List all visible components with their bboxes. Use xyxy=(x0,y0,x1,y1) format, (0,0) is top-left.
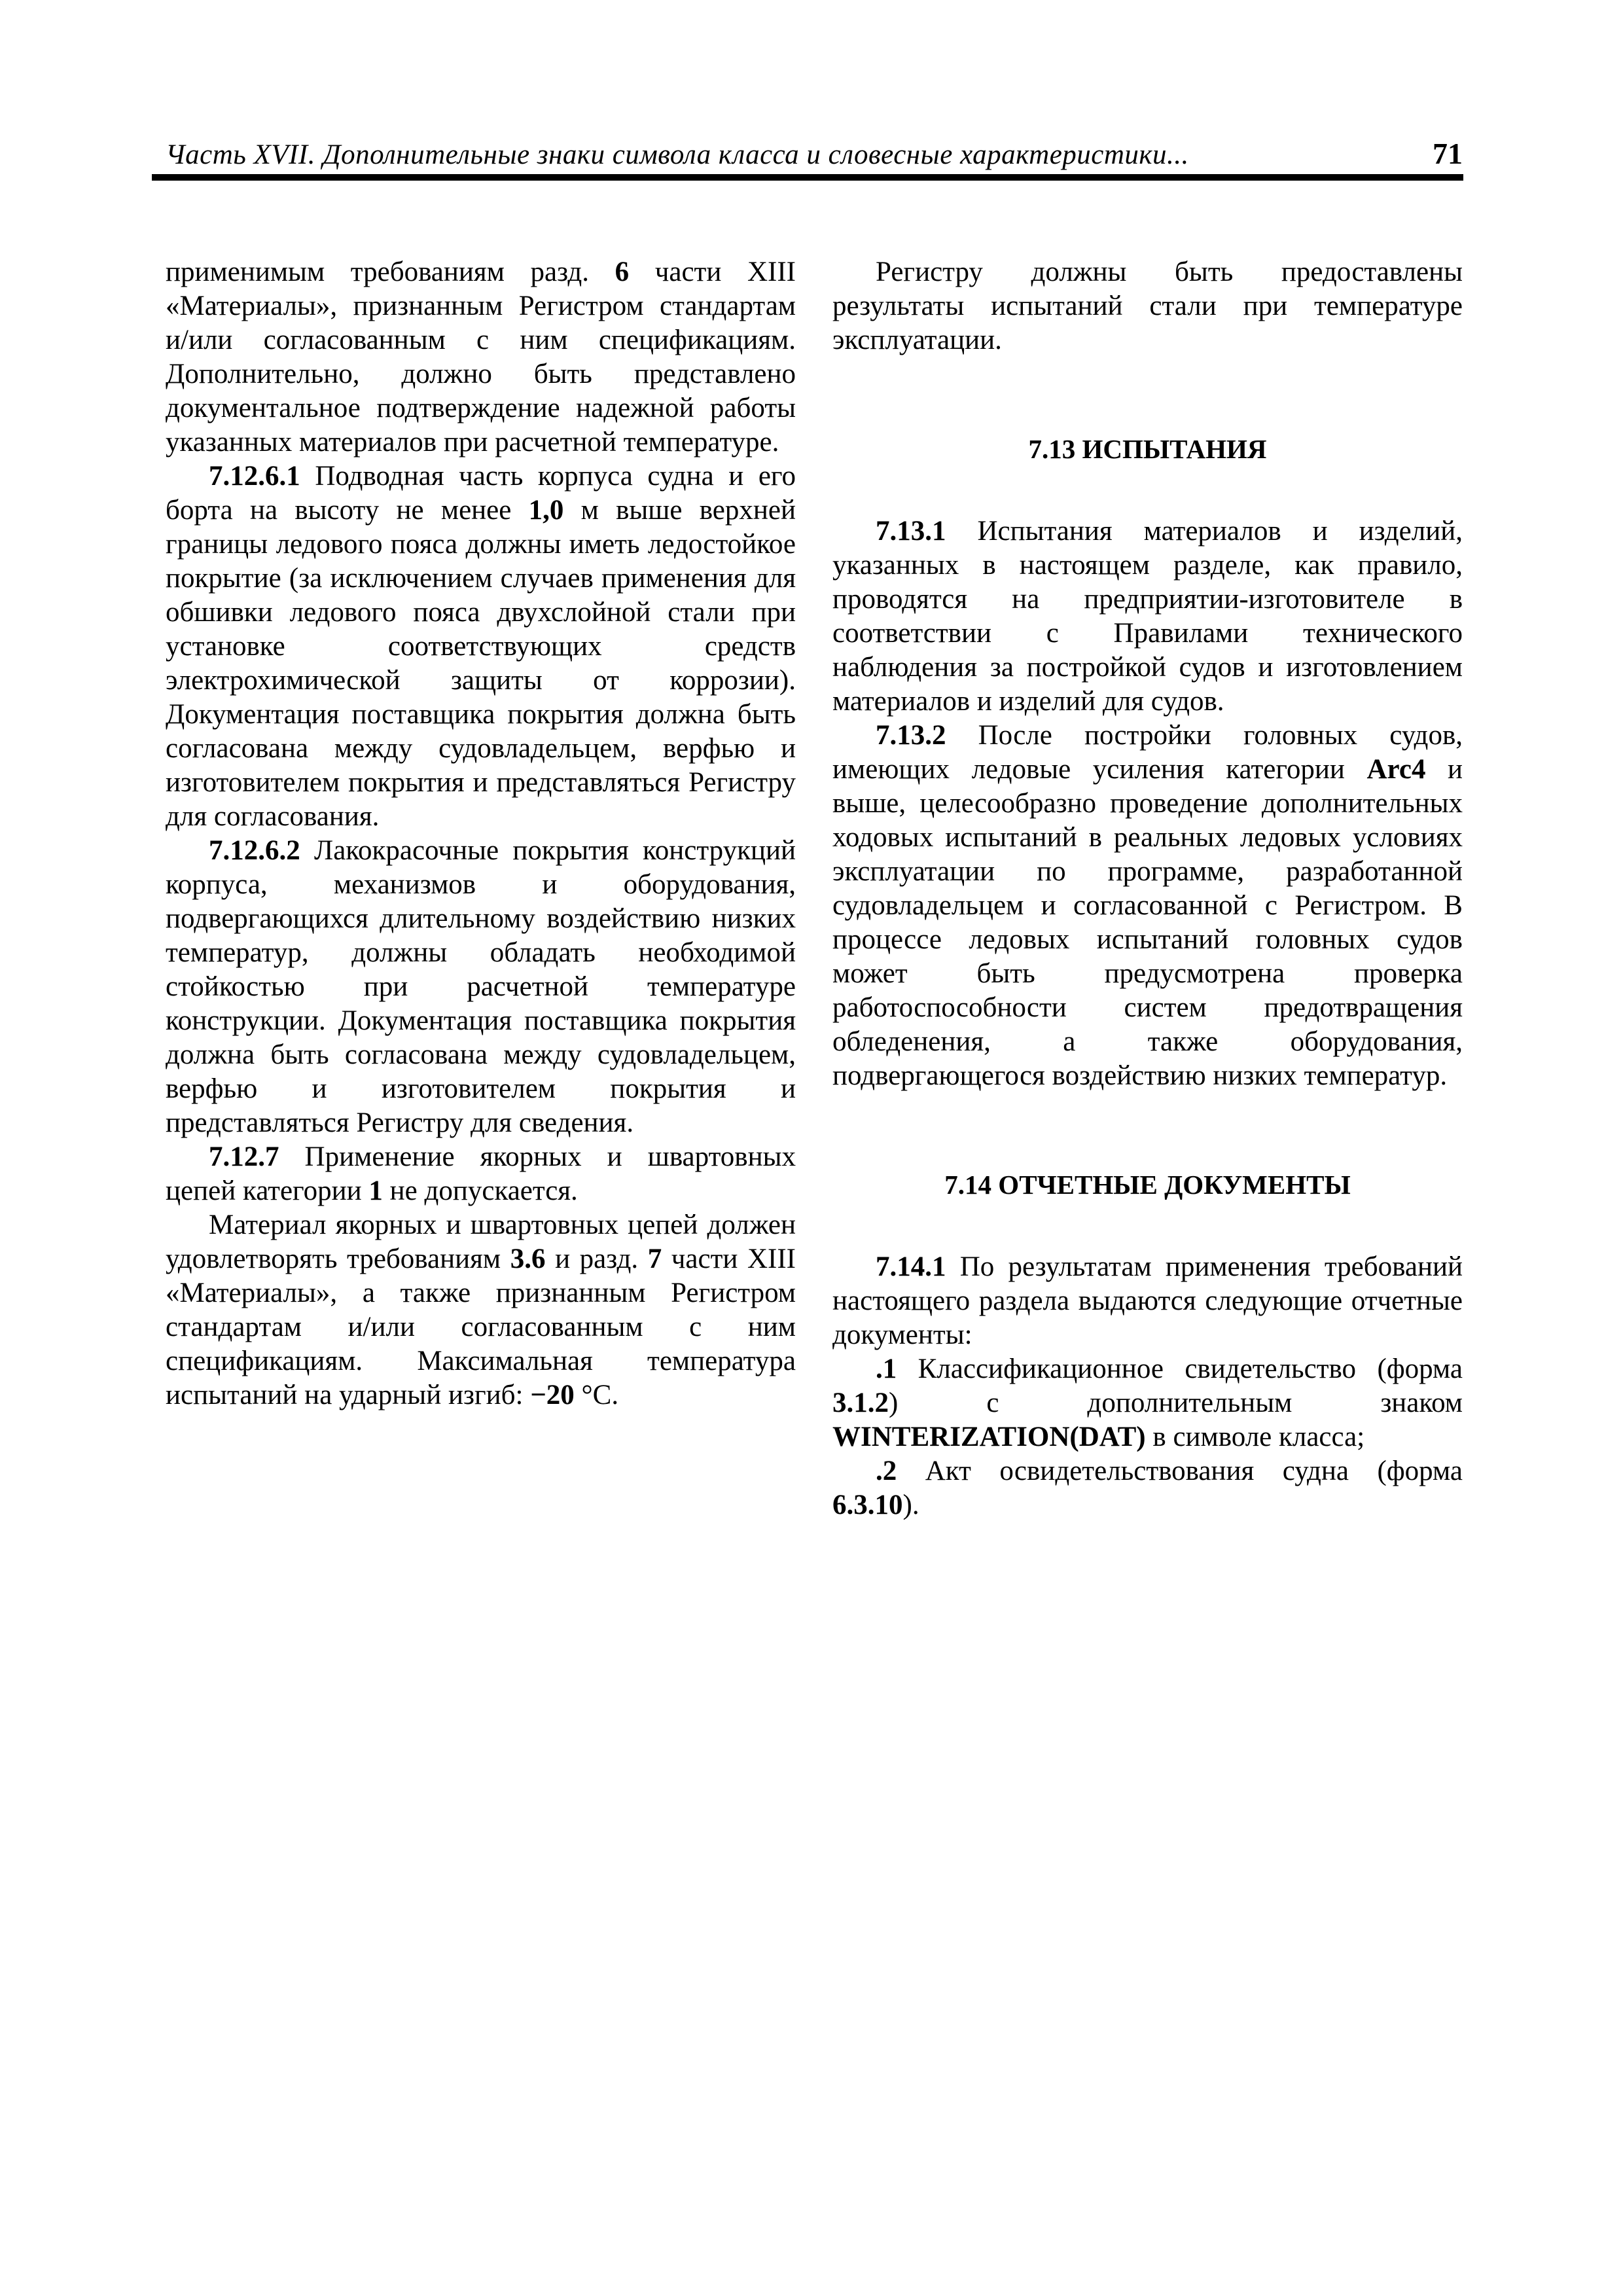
text-run: ). xyxy=(902,1490,919,1520)
text-run: Подводная часть корпуса судна и его борта на высоту не менее xyxy=(166,461,796,526)
text-run: После постройки головных судов, имеющих ледовые усиления категории xyxy=(832,720,1463,785)
text-run: Испытания материалов и изделий, указанных в настоящем разделе, как правило, проводятся на предприятии-изготовителе в соответствии с Правилами технического наблюдения за постройкой судов и изготовлением материалов и изделий для судов. xyxy=(832,516,1463,717)
paragraph xyxy=(166,459,796,834)
header-rule-divider xyxy=(152,174,1463,181)
text-run: и разд. xyxy=(545,1244,648,1274)
text-run: м выше верхней границы ледового пояса должны иметь ледостойкое покрытие (за исключением случаев применения для обшивки ледового пояса двухслойной стали при установке соответствующих средств электрохимической защиты от коррозии). Документация поставщика покрытия должна быть согласована между судовладельцем, верфью и изготовителем покрытия и представляться Регистру для согласования. xyxy=(166,495,796,832)
bold-text-run: 1,0 xyxy=(528,495,564,526)
paragraph xyxy=(832,1352,1463,1454)
paragraph xyxy=(832,719,1463,1093)
text-run: °С. xyxy=(574,1380,619,1410)
bold-text-run: WINTERIZATION(DAT) xyxy=(832,1422,1146,1452)
text-run: Материал якорных и швартовных цепей должен удовлетворять требованиям xyxy=(166,1210,796,1274)
text-run: Лакокрасочные покрытия конструкций корпуса, механизмов и оборудования, подвергающихся длительному воздействию низких температур, должны обладать необходимой стойкостью при расчетной температуре конструкции. Документация поставщика покрытия должна быть согласована между судовладельцем, верфью и изготовителем покрытия и представляться Регистру для сведения. xyxy=(166,835,796,1138)
page-number: 71 xyxy=(1433,137,1463,170)
paragraph xyxy=(166,1140,796,1208)
text-run: применимым требованиям разд. xyxy=(166,257,615,287)
bold-text-run: .1 xyxy=(876,1354,897,1384)
bold-text-run: 7.12.6.2 xyxy=(209,835,300,866)
bold-text-run: 7.12.6.1 xyxy=(209,461,300,492)
bold-text-run: 7.14.1 xyxy=(876,1251,946,1282)
paragraph xyxy=(166,834,796,1140)
section-heading: 7.13 ИСПЫТАНИЯ xyxy=(1028,434,1267,464)
text-run: ) с дополнительным знаком xyxy=(889,1388,1463,1418)
text-run: По результатам применения требований настоящего раздела выдаются следующие отчетные документы: xyxy=(832,1251,1463,1350)
text-columns xyxy=(166,255,1463,1522)
text-run: и выше, целесообразно проведение дополнительных ходовых испытаний в реальных ледовых условиях эксплуатации по программе, разработанной судовладельцем и согласованной с Регистром. В процессе ледовых испытаний головных судов может быть предусмотрена проверка работоспособности систем предотвращения обледенения, а также оборудования, подвергающегося воздействию низких температур. xyxy=(832,754,1463,1091)
paragraph xyxy=(832,1454,1463,1522)
bold-text-run: 3.6 xyxy=(510,1244,546,1274)
paragraph xyxy=(832,514,1463,719)
text-run: не допускается. xyxy=(382,1175,578,1206)
bold-text-run: .2 xyxy=(876,1456,897,1486)
running-header xyxy=(166,136,1463,171)
text-run: Классификационное свидетельство (форма xyxy=(897,1354,1463,1384)
paragraph xyxy=(832,255,1463,357)
text-run: Регистру должны быть предоставлены результаты испытаний стали при температуре эксплуатации. xyxy=(832,257,1463,355)
bold-text-run: 7 xyxy=(647,1244,662,1274)
text-run: Применение якорных и швартовных цепей категории xyxy=(166,1141,796,1206)
text-run: в символе класса; xyxy=(1145,1422,1365,1452)
bold-text-run: 7.13.2 xyxy=(876,720,946,751)
text-run: части XIII «Материалы», признанным Регистром стандартам и/или согласованным с ним спецификациям. Дополнительно, должно быть представлено документальное подтверждение надежной работы указанных материалов при расчетной температуре. xyxy=(166,257,796,457)
bold-text-run: 3.1.2 xyxy=(832,1388,889,1418)
bold-text-run: 7.13.1 xyxy=(876,516,946,547)
bold-text-run: 6 xyxy=(615,257,630,287)
paragraph xyxy=(166,255,796,459)
bold-text-run: 1 xyxy=(368,1175,383,1206)
text-run: части XIII «Материалы», а также признанным Регистром стандартам и/или согласованным с ним спецификациям. Максимальная температура испытаний на ударный изгиб: xyxy=(166,1244,796,1410)
section-heading: 7.14 ОТЧЕТНЫЕ ДОКУМЕНТЫ xyxy=(944,1170,1351,1200)
left-column xyxy=(166,255,796,1522)
bold-text-run: −20 xyxy=(530,1380,575,1410)
bold-text-run: Arc4 xyxy=(1366,754,1426,785)
paragraph xyxy=(832,1250,1463,1352)
bold-text-run: 7.12.7 xyxy=(209,1141,279,1172)
running-header-title: Часть XVII. Дополнительные знаки символа класса и словесные характеристики... xyxy=(166,139,1189,170)
text-run: Акт освидетельствования судна (форма xyxy=(897,1456,1463,1486)
bold-text-run: 6.3.10 xyxy=(832,1490,903,1520)
right-column xyxy=(832,255,1463,1522)
paragraph xyxy=(166,1208,796,1412)
